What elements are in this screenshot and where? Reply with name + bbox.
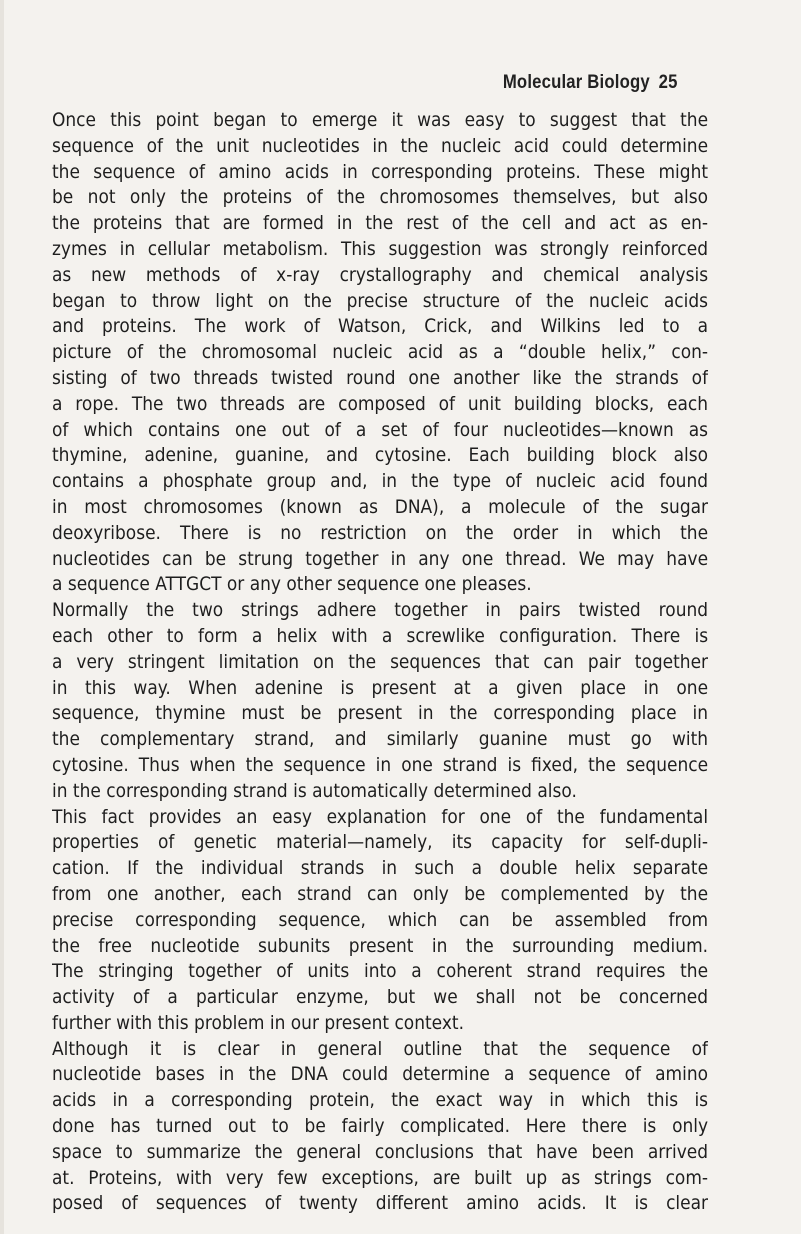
text-line: in most chromosomes (known as DNA), a molecule of the sugar bbox=[52, 496, 709, 518]
text-line: cytosine. Thus when the sequence in one strand is fixed, the sequence bbox=[52, 754, 709, 776]
text-line: contains a phosphate group and, in the type of nucleic acid found bbox=[52, 471, 709, 493]
text-line: and proteins. The work of Watson, Crick, and Wilkins led to a bbox=[52, 316, 709, 338]
text-line: the sequence of amino acids in corresponding proteins. These might bbox=[52, 161, 709, 183]
text-line: activity of a particular enzyme, but we shall not be concerned bbox=[52, 987, 709, 1009]
text-line: of which contains one out of a set of four nucleotides—known as bbox=[52, 419, 709, 441]
text-line: each other to form a helix with a screwlike configuration. There is bbox=[52, 625, 709, 647]
text-line: Normally the two strings adhere together in pairs twisted round bbox=[52, 600, 709, 622]
text-line: sisting of two threads twisted round one another like the strands of bbox=[52, 367, 709, 389]
text-line: at. Proteins, with very few exceptions, are built up as strings com- bbox=[52, 1167, 709, 1189]
text-line: Although it is clear in general outline that the sequence of bbox=[52, 1038, 709, 1060]
text-line: the proteins that are formed in the rest of the cell and act as en- bbox=[52, 213, 709, 235]
text-line: posed of sequences of twenty different amino acids. It is clear bbox=[52, 1193, 709, 1215]
text-line: the complementary strand, and similarly guanine must go with bbox=[52, 729, 709, 751]
text-line: sequence of the unit nucleotides in the nucleic acid could determine bbox=[52, 135, 709, 157]
text-line: done has turned out to be fairly complicated. Here there is only bbox=[52, 1116, 709, 1138]
body-text bbox=[52, 108, 708, 1217]
text-line: began to throw light on the precise structure of the nucleic acids bbox=[52, 290, 709, 312]
text-line: from one another, each strand can only be complemented by the bbox=[52, 883, 709, 905]
text-line: zymes in cellular metabolism. This suggestion was strongly reinforced bbox=[52, 238, 709, 260]
running-head-title: Molecular Biology bbox=[503, 72, 651, 93]
text-line: properties of genetic material—namely, its capacity for self-dupli- bbox=[52, 832, 709, 854]
running-head bbox=[503, 72, 678, 94]
text-line: thymine, adenine, guanine, and cytosine. Each building block also bbox=[52, 445, 709, 467]
text-line: deoxyribose. There is no restriction on the order in which the bbox=[52, 522, 709, 544]
text-line: picture of the chromosomal nucleic acid as a “double helix,” con- bbox=[52, 342, 709, 364]
text-line: be not only the proteins of the chromosomes themselves, but also bbox=[52, 187, 709, 209]
text-line: in the corresponding strand is automatically determined also. bbox=[52, 780, 577, 802]
page-number: 25 bbox=[659, 72, 678, 93]
text-line: a rope. The two threads are composed of unit building blocks, each bbox=[52, 393, 709, 415]
text-line: precise corresponding sequence, which can be assembled from bbox=[52, 909, 709, 931]
text-line: a sequence ATTGCT or any other sequence one pleases. bbox=[52, 574, 532, 596]
text-line: nucleotides can be strung together in any one thread. We may have bbox=[52, 548, 709, 570]
text-line: cation. If the individual strands in such a double helix separate bbox=[52, 858, 709, 880]
text-line: the free nucleotide subunits present in the surrounding medium. bbox=[52, 935, 709, 957]
text-line: This fact provides an easy explanation for one of the fundamental bbox=[52, 806, 709, 828]
text-line: Once this point began to emerge it was easy to suggest that the bbox=[52, 110, 709, 131]
text-line: a very stringent limitation on the sequences that can pair together bbox=[52, 651, 709, 673]
text-line: in this way. When adenine is present at a given place in one bbox=[52, 677, 709, 699]
text-line: sequence, thymine must be present in the corresponding place in bbox=[52, 703, 709, 725]
page-gutter-edge bbox=[0, 0, 4, 1234]
text-line: acids in a corresponding protein, the exact way in which this is bbox=[52, 1090, 709, 1112]
text-line: The stringing together of units into a coherent strand requires the bbox=[52, 961, 709, 983]
text-line: nucleotide bases in the DNA could determine a sequence of amino bbox=[52, 1064, 709, 1086]
text-line: as new methods of x-ray crystallography and chemical analysis bbox=[52, 264, 709, 286]
text-line: space to summarize the general conclusions that have been arrived bbox=[52, 1141, 709, 1163]
text-line: further with this problem in our present context. bbox=[52, 1012, 464, 1034]
